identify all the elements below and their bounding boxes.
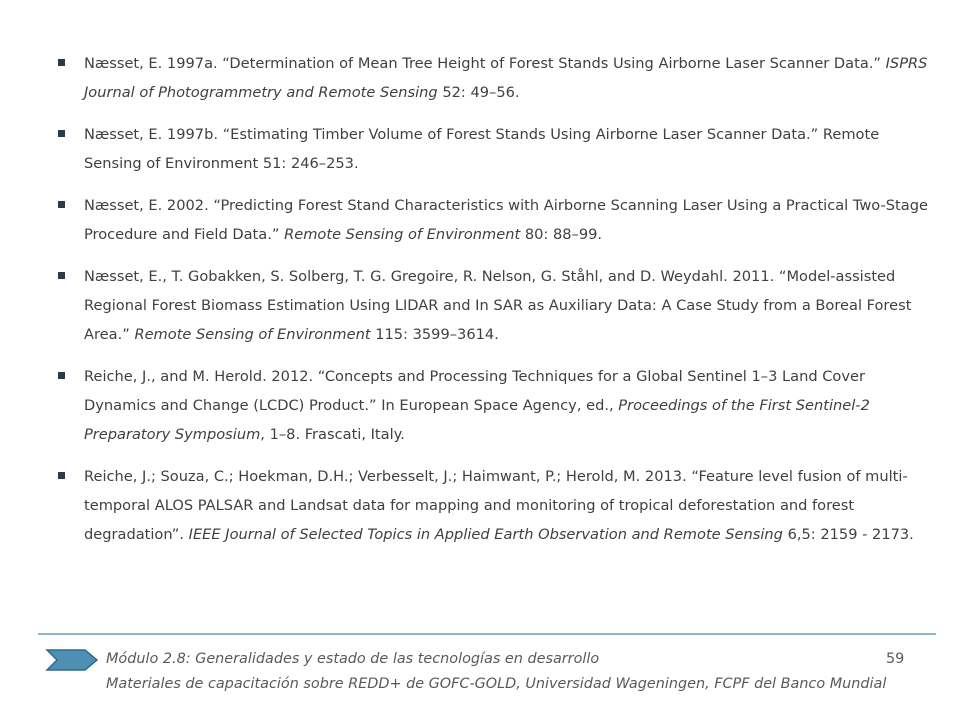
footer-divider — [38, 633, 936, 635]
chevron-right-icon — [45, 648, 99, 672]
reference-journal-title: Remote Sensing of Environment — [134, 326, 371, 343]
reference-item — [58, 49, 938, 107]
reference-item — [58, 262, 938, 349]
reference-text: Næsset, E. 1997b. “Estimating Timber Volume of Forest Stands Using Airborne Laser Scanner Data.” Remote Sensing of Environment 51: 246–253. — [84, 126, 880, 172]
reference-text: Næsset, E. 2002. “Predicting Forest Stand Characteristics with Airborne Scanning Laser Using a Practical Two-Stage Procedure and Field Data.” — [84, 197, 928, 243]
reference-item — [58, 191, 938, 249]
reference-text: Næsset, E. 1997a. “Determination of Mean Tree Height of Forest Stands Using Airborne Laser Scanner Data.” — [84, 55, 886, 72]
square-bullet-icon — [58, 272, 65, 279]
reference-text: 80: 88–99. — [520, 226, 603, 243]
page-number: 59 — [886, 651, 905, 667]
reference-item — [58, 462, 938, 549]
square-bullet-icon — [58, 372, 65, 379]
square-bullet-icon — [58, 130, 65, 137]
reference-item — [58, 362, 938, 449]
square-bullet-icon — [58, 201, 65, 208]
reference-list — [58, 49, 938, 562]
square-bullet-icon — [58, 59, 65, 66]
reference-text: Reiche, J.; Souza, C.; Hoekman, D.H.; Verbesselt, J.; Haimwant, P.; Herold, M. 2013. “Feature level fusion of multi-temporal ALOS PALSAR and Landsat data for mapping and monitoring of tropical deforestation and forest degradation”. — [84, 468, 908, 543]
square-bullet-icon — [58, 472, 65, 479]
reference-item — [58, 120, 938, 178]
reference-text: 52: 49–56. — [437, 84, 520, 101]
reference-journal-title: ISPRS Journal of Photogrammetry and Remote Sensing — [84, 55, 928, 101]
reference-text: Reiche, J., and M. Herold. 2012. “Concepts and Processing Techniques for a Global Sentinel 1–3 Land Cover Dynamics and Change (LCDC) Product.” In European Space Agency, ed., — [84, 368, 865, 414]
reference-journal-title: Proceedings of the First Sentinel-2 Preparatory Symposium — [84, 397, 870, 443]
footer-materials-credit: Materiales de capacitación sobre REDD+ de GOFC-GOLD, Universidad Wageningen, FCPF del Banco Mundial — [106, 676, 887, 692]
reference-text: , 1–8. Frascati, Italy. — [260, 426, 405, 443]
reference-journal-title: Remote Sensing of Environment — [284, 226, 521, 243]
reference-text: 115: 3599–3614. — [370, 326, 499, 343]
footer-module-title: Módulo 2.8: Generalidades y estado de las tecnologías en desarrollo — [106, 651, 600, 667]
reference-journal-title: IEEE Journal of Selected Topics in Applied Earth Observation and Remote Sensing — [188, 526, 783, 543]
reference-text: 6,5: 2159 - 2173. — [782, 526, 914, 543]
reference-text: Næsset, E., T. Gobakken, S. Solberg, T. G. Gregoire, R. Nelson, G. Ståhl, and D. Weydahl. 2011. “Model-assisted Regional Forest Biomass Estimation Using LIDAR and In SAR as Auxiliary Data: A Case Study from a Boreal Forest Area.” — [84, 268, 912, 343]
